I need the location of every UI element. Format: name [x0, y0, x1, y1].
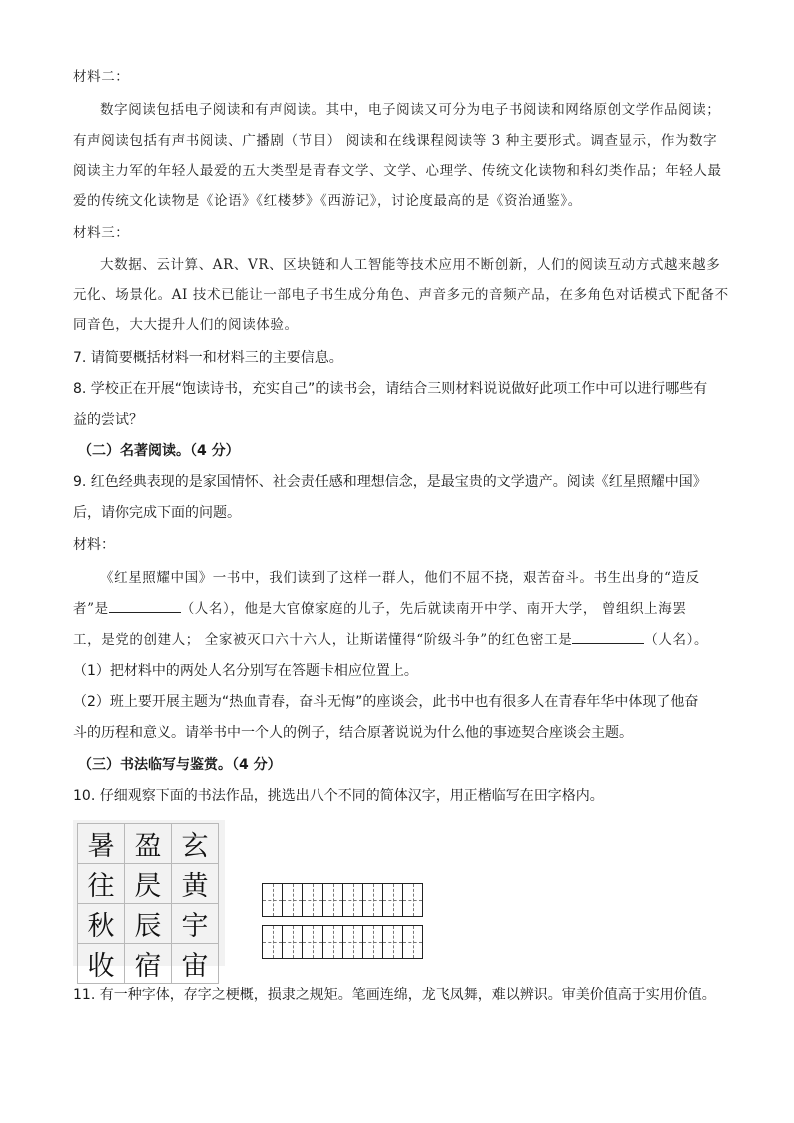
tianzige-cell — [403, 926, 423, 959]
material-text-3a: 工，是党的创建人； 全家被灭口六十六人，让斯诺懂得“阶级斗争”的红色密工是 — [73, 632, 573, 648]
question-9-line-1: 9. 红色经典表现的是家国情怀、社会责任感和理想信念，是最宝贵的文学遗产。阅读《红星照耀中国》 — [73, 474, 707, 490]
question-9-sub-1: （1）把材料中的两处人名分别写在答题卡相应位置上。 — [73, 663, 418, 679]
tianzige-cell — [303, 926, 323, 959]
tianzige-cell — [343, 926, 363, 959]
question-9-sub-2-line-2: 斗的历程和意义。请举书中一个人的例子，结合原著说说为什么他的事迹契合座谈会主题。 — [73, 725, 633, 741]
calligraphy-char: 玄 — [172, 824, 219, 864]
tianzige-cell — [383, 926, 403, 959]
tianzige-cell — [383, 884, 403, 917]
material2-heading: 材料二： — [73, 69, 130, 85]
calligraphy-char: 收 — [78, 944, 125, 984]
calligraphy-char: 盈 — [125, 824, 172, 864]
tianzige-cell — [283, 884, 303, 917]
calligraphy-char: 黄 — [172, 864, 219, 904]
calligraphy-char: 暑 — [78, 824, 125, 864]
question-8-line-2: 益的尝试？ — [73, 412, 143, 428]
calligraphy-char: 辰 — [125, 904, 172, 944]
tianzige-cell — [283, 926, 303, 959]
question-7: 7. 请简要概括材料一和材料三的主要信息。 — [73, 350, 343, 366]
calligraphy-char: 往 — [78, 864, 125, 904]
question-9-material-line-1: 《红星照耀中国》一书中，我们读到了这样一群人，他们不屈不挠，艰苦奋斗。书生出身的“造反 — [100, 570, 700, 586]
question-10: 10. 仔细观察下面的书法作品，挑选出八个不同的简体汉字，用正楷临写在田字格内。 — [73, 788, 604, 804]
material2-line-4: 爱的传统文化读物是《论语》《红楼梦》《西游记》，讨论度最高的是《资治通鉴》。 — [73, 193, 582, 209]
material-text-3b: （人名）。 — [644, 632, 709, 648]
question-8-line-1: 8. 学校正在开展“饱读诗书，充实自己”的读书会，请结合三则材料说说做好此项工作中可以进行哪些有 — [73, 381, 708, 397]
tianzige-cell — [363, 884, 383, 917]
question-11: 11. 有一种字体，存字之梗概，损隶之规矩。笔画连绵，龙飞凤舞，难以辨识。审美价值高于实用价值。 — [73, 987, 716, 1003]
tianzige-row-1 — [262, 883, 423, 917]
calligraphy-artwork — [73, 820, 225, 982]
calligraphy-char: 宙 — [172, 944, 219, 984]
question-9-material-line-3 — [73, 629, 708, 650]
calligraphy-char: 昃 — [125, 864, 172, 904]
question-9-material-line-2 — [73, 598, 686, 619]
tianzige-cell — [323, 926, 343, 959]
calligraphy-char: 宿 — [125, 944, 172, 984]
section-2-heading: （二）名著阅读。（4 分） — [78, 443, 240, 459]
tianzige-cell — [323, 884, 343, 917]
tianzige-cell — [263, 926, 283, 959]
tianzige-cell — [343, 884, 363, 917]
question-9-line-2: 后，请你完成下面的问题。 — [73, 505, 241, 521]
material3-heading: 材料三： — [73, 225, 130, 241]
material-text-2b: （人名），他是大官僚家庭的儿子，先后就读南开中学、南开大学， 曾组织上海罢 — [180, 601, 687, 617]
name-blank-2 — [572, 629, 644, 644]
question-9-material-heading: 材料： — [73, 537, 115, 553]
calligraphy-char: 宇 — [172, 904, 219, 944]
section-3-heading: （三）书法临写与鉴赏。（4 分） — [78, 757, 282, 773]
material2-line-2: 有声阅读包括有声书阅读、广播剧（节目） 阅读和在线课程阅读等 3 种主要形式。调查显示，作为数字 — [73, 133, 718, 149]
material2-line-1: 数字阅读包括电子阅读和有声阅读。其中，电子阅读又可分为电子书阅读和网络原创文学作品阅读； — [100, 102, 721, 118]
tianzige-row-2 — [262, 925, 423, 959]
material-text-2a: 者”是 — [73, 601, 109, 617]
tianzige-cell — [403, 884, 423, 917]
calligraphy-grid — [77, 823, 219, 984]
material3-line-3: 同音色，大大提升人们的阅读体验。 — [73, 317, 299, 333]
calligraphy-char: 秋 — [78, 904, 125, 944]
material2-line-3: 阅读主力军的年轻人最爱的五大类型是青春文学、文学、心理学、传统文化读物和科幻类作品；年轻人最 — [73, 163, 722, 179]
tianzige-cell — [303, 884, 323, 917]
name-blank-1 — [109, 598, 181, 613]
question-9-sub-2-line-1: （2）班上要开展主题为“热血青春，奋斗无悔”的座谈会，此书中也有很多人在青春年华中体现了他奋 — [73, 694, 699, 710]
tianzige-cell — [363, 926, 383, 959]
material3-line-2: 元化、场景化。AI 技术已能让一部电子书生成分角色、声音多元的音频产品，在多角色对话模式下配备不 — [73, 287, 729, 303]
tianzige-cell — [263, 884, 283, 917]
material3-line-1: 大数据、云计算、AR、VR、区块链和人工智能等技术应用不断创新，人们的阅读互动方式越来越多 — [100, 257, 721, 273]
